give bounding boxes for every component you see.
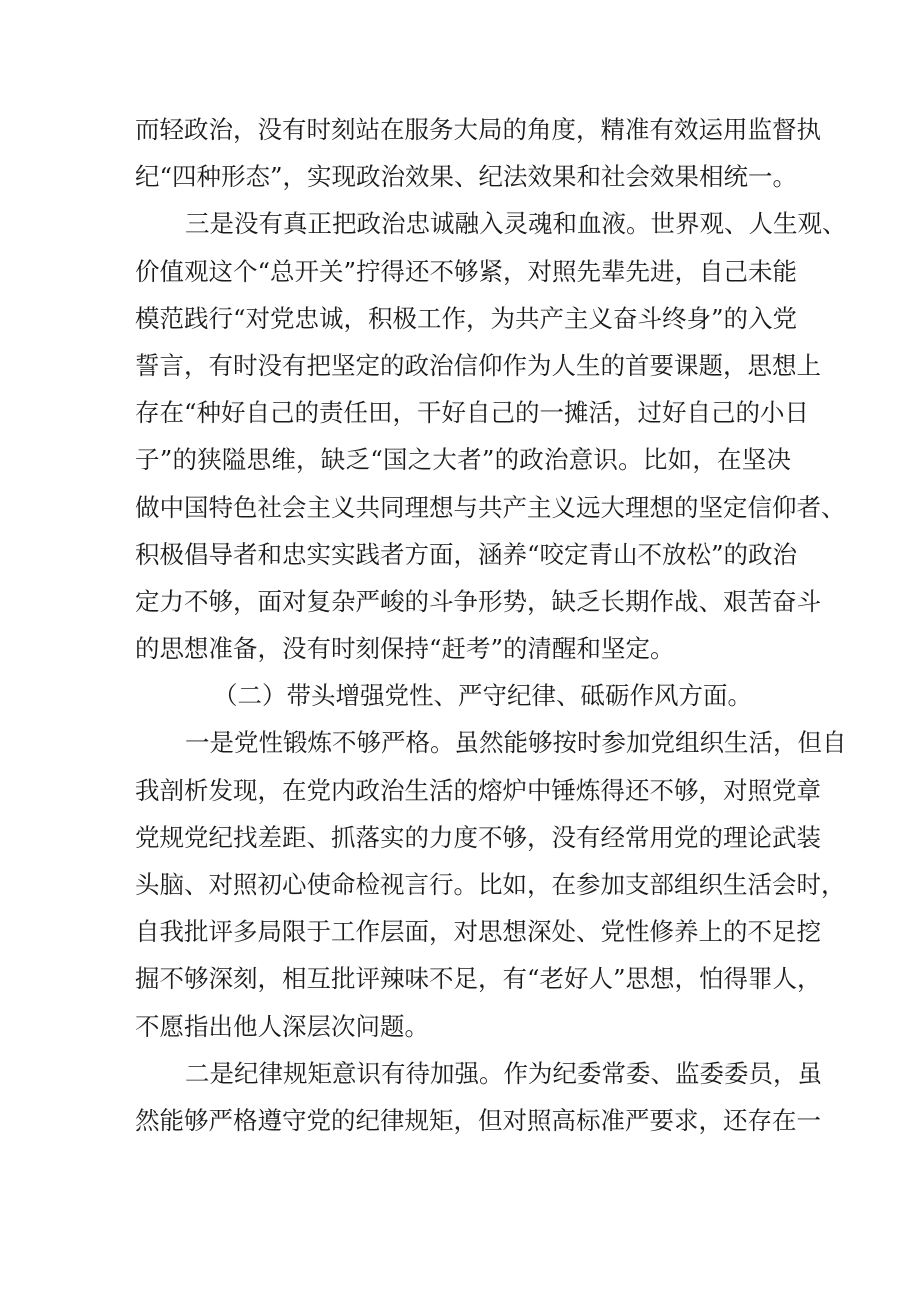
text-line: 定力不够，面对复杂严峻的斗争形势，缺乏长期作战、艰苦奋斗: [135, 586, 821, 616]
text-line: 子”的狭隘思维，缺乏“国之大者”的政治意识。比如，在坚决: [135, 445, 791, 475]
text-line: 自我批评多局限于工作层面，对思想深处、党性修养上的不足挖: [135, 917, 821, 947]
body-text: [135, 106, 847, 1144]
text-line: 头脑、对照初心使命检视言行。比如，在参加支部组织生活会时，: [135, 870, 846, 899]
text-line: 党规党纪找差距、抓落实的力度不够，没有经常用党的理论武装: [135, 822, 821, 852]
paragraph-first-line: 三是没有真正把政治忠诚融入灵魂和血液。世界观、人生观、: [185, 209, 847, 239]
text-line: 掘不够深刻，相互批评辣味不足，有“老好人”思想，怕得罪人，: [135, 964, 822, 994]
text-line: 做中国特色社会主义共同理想与共产主义远大理想的坚定信仰者、: [135, 492, 846, 522]
text-line: 不愿指出他人深层次问题。: [135, 1011, 429, 1041]
section-heading: （二）带头增强党性、严守纪律、砥砺作风方面。: [213, 681, 752, 711]
text-line: 纪“四种形态”，实现政治效果、纪法效果和社会效果相统一。: [135, 162, 798, 192]
text-line: 模范践行“对党忠诚，积极工作，为共产主义奋斗终身”的入党: [135, 303, 798, 333]
text-line: 而轻政治，没有时刻站在服务大局的角度，精准有效运用监督执: [135, 115, 821, 144]
text-line: 积极倡导者和忠实实践者方面，涵养“咬定青山不放松”的政治: [135, 539, 798, 569]
text-line: 我剖析发现，在党内政治生活的熔炉中锤炼得还不够，对照党章: [135, 775, 821, 805]
text-line: 誓言，有时没有把坚定的政治信仰作为人生的首要课题，思想上: [135, 350, 821, 380]
text-line: 然能够严格遵守党的纪律规矩，但对照高标准严要求，还存在一: [135, 1105, 821, 1135]
text-line: 的思想准备，没有时刻保持“赶考”的清醒和坚定。: [135, 634, 675, 664]
text-line: 存在“种好自己的责任田，干好自己的一摊活，过好自己的小日: [135, 398, 810, 428]
paragraph-first-line: 二是纪律规矩意识有待加强。作为纪委常委、监委委员，虽: [185, 1058, 822, 1088]
paragraph-first-line: 一是党性锻炼不够严格。虽然能够按时参加党组织生活，但自: [185, 728, 847, 758]
text-line: 价值观这个“总开关”拧得还不够紧，对照先辈先进，自己未能: [135, 256, 798, 286]
